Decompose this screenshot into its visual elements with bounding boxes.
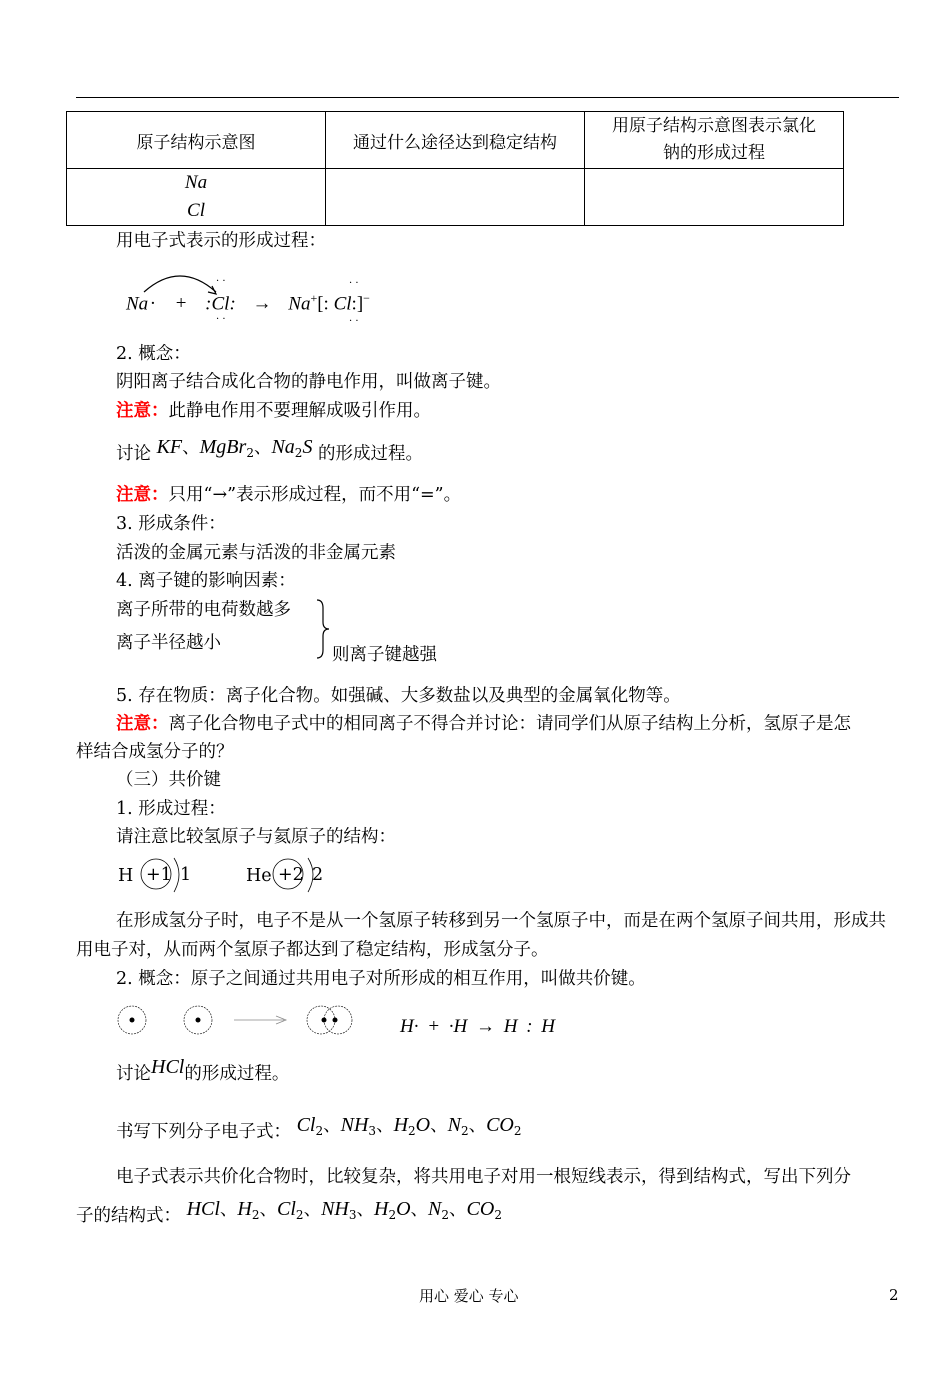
note-label: 注意： — [116, 401, 169, 421]
he-label: He — [246, 866, 272, 886]
formula-cl2: Cl — [277, 1198, 296, 1220]
formula-n2: N — [428, 1198, 442, 1220]
subscript: 2 — [315, 1124, 324, 1138]
subscript: 3 — [348, 1208, 357, 1222]
text-line: 活泼的金属元素与活泼的非金属元素 — [116, 543, 396, 563]
subscript: 2 — [513, 1124, 522, 1138]
header3-line2: 钠的形成过程 — [663, 143, 765, 163]
note-text: 此静电作用不要理解成吸引作用。 — [168, 401, 431, 421]
section-4-title: 4. 离子键的影响因素： — [116, 571, 296, 591]
formula-co2: CO — [486, 1114, 514, 1136]
section-2-title: 2. 概念： — [116, 344, 191, 364]
structural-formula-task — [76, 1194, 502, 1230]
table-cell-elements — [67, 169, 326, 226]
separator: 、 — [356, 1200, 374, 1220]
na-ion: Na — [288, 293, 311, 315]
h-shell-electrons: 1 — [180, 865, 192, 885]
subscript: 2 — [246, 446, 254, 460]
cl-symbol: Cl — [211, 293, 230, 315]
formula-o: O — [396, 1198, 411, 1220]
factor-1: 离子所带的电荷数越多 — [116, 600, 291, 620]
h2-sharing-diagram-icon — [116, 1004, 366, 1040]
table-header-cell — [585, 112, 844, 169]
formula-s: S — [302, 436, 313, 458]
formula-h2o: H — [393, 1114, 409, 1136]
brace-icon — [313, 598, 333, 660]
factor-result: 则离子键越强 — [332, 645, 437, 665]
section-5-title: 5. 存在物质：离子化合物。如强碱、大多数盐以及典型的金属氧化物等。 — [116, 686, 681, 706]
na-charge: + — [310, 291, 318, 305]
na-symbol: Na — [126, 293, 149, 315]
nacl-formula: Na · + :Cl: → Na+[: Cl:]− — [126, 291, 370, 315]
separator: 、 — [219, 1200, 238, 1220]
formula-h2o: H — [374, 1198, 389, 1220]
discuss-line — [116, 432, 423, 468]
subscript: 3 — [368, 1124, 377, 1138]
element-cl: Cl — [187, 200, 205, 221]
task-label: 子的结构式： — [76, 1206, 181, 1226]
text-line: 请注意比较氢原子与氦原子的结构： — [116, 827, 396, 847]
formula-nh3: NH — [340, 1114, 369, 1136]
separator: 、 — [253, 438, 272, 458]
text-line: 阴阳离子结合成化合物的静电作用，叫做离子键。 — [116, 372, 501, 392]
note-text: ”表示形成过程，而不用“=”。 — [227, 485, 462, 505]
formula-n2: N — [447, 1114, 461, 1136]
separator: 、 — [303, 1200, 322, 1220]
svg-text:· ·: · · — [349, 278, 359, 289]
note-line — [116, 713, 851, 735]
svg-text:· ·: · · — [216, 276, 226, 287]
he-shell-electrons: 2 — [312, 865, 324, 885]
h2-electron-equation: H· + ·H → H : H — [400, 1016, 556, 1037]
note-continuation: 样结合成氢分子的？ — [76, 742, 234, 762]
text-line: 用电子式表示的形成过程： — [116, 231, 326, 251]
section-3-title: 3. 形成条件： — [116, 514, 226, 534]
formula-hcl: HCl — [186, 1198, 220, 1220]
discuss-suffix: 的形成过程。 — [318, 444, 424, 464]
covalent-concept: 2. 概念：原子之间通过共用电子对所形成的相互作用，叫做共价键。 — [116, 969, 646, 989]
subscript: 2 — [294, 446, 303, 460]
separator: 、 — [323, 1116, 341, 1136]
electron-dots-icon — [347, 278, 377, 327]
separator: 、 — [259, 1200, 278, 1220]
subscript: 2 — [408, 1124, 416, 1138]
subscript: 2 — [295, 1208, 304, 1222]
element-na: Na — [184, 172, 208, 193]
separator: 、 — [182, 438, 200, 458]
subscript: 2 — [388, 1208, 397, 1222]
electron-formula-task — [116, 1110, 522, 1146]
discuss-line — [116, 1052, 289, 1083]
formula-cl2: Cl — [296, 1114, 316, 1136]
arrow-icon: → — [252, 293, 272, 315]
note-text: 离子化合物电子式中的相同离子不得合并讨论：请同学们从原子结构上分析，氢原子是怎 — [168, 714, 851, 734]
discuss-suffix: 的形成过程。 — [184, 1064, 290, 1084]
separator: 、 — [410, 1200, 429, 1220]
formula-h2: H — [237, 1198, 252, 1220]
separator: 、 — [430, 1116, 448, 1136]
svg-text:· ·: · · — [216, 314, 226, 325]
page-number: 2 — [889, 1286, 899, 1304]
formula-o: O — [415, 1114, 431, 1136]
header3-line1: 用原子结构示意图表示氯化 — [612, 116, 816, 136]
paragraph: 在形成氢分子时，电子不是从一个氢原子转移到另一个氢原子中，而是在两个氢原子间共用，形成共用电子对，从而两个氢原子都达到了稳定结构，形成氢分子。 — [76, 911, 886, 960]
formula-kf: KF — [156, 436, 183, 458]
h-label: H — [118, 866, 134, 886]
discuss-label: 讨论 — [116, 444, 151, 464]
subsection-title: （三）共价键 — [116, 770, 221, 790]
subscript: 2 — [494, 1208, 502, 1222]
electron-transfer-arc-icon — [140, 270, 240, 330]
formula-hcl: HCl — [151, 1056, 185, 1078]
plus-sign: + — [175, 293, 187, 315]
factor-2: 离子半径越小 — [116, 633, 221, 653]
svg-text:· ·: · · — [349, 316, 359, 327]
note-line — [116, 484, 461, 506]
subscript: 2 — [441, 1208, 450, 1222]
footer-motto: 用心 爱心 专心 — [419, 1287, 519, 1305]
note-line — [116, 400, 431, 422]
formula-nh3: NH — [321, 1198, 349, 1220]
separator: 、 — [376, 1116, 394, 1136]
subsection-1-title: 1. 形成过程： — [116, 799, 226, 819]
note-text: 只用“ — [168, 485, 213, 505]
subscript: 2 — [460, 1124, 469, 1138]
he-nucleus-charge: +2 — [278, 865, 304, 885]
subscript: 2 — [251, 1208, 260, 1222]
header-rule — [76, 97, 899, 98]
task-label: 书写下列分子电子式： — [116, 1122, 291, 1142]
atom-structure-table — [66, 111, 844, 226]
cl-ion: Cl — [333, 293, 352, 315]
discuss-label: 讨论 — [116, 1064, 151, 1084]
note-label: 注意： — [116, 485, 169, 505]
formula-co2: CO — [466, 1198, 495, 1220]
table-header-cell: 通过什么途径达到稳定结构 — [326, 112, 585, 169]
formula-na2s: Na — [271, 436, 295, 458]
table-header-cell: 原子结构示意图 — [67, 112, 326, 169]
cl-charge: − — [363, 291, 370, 305]
formula-mgbr: MgBr — [199, 436, 247, 458]
table-cell-empty — [585, 169, 844, 226]
separator: 、 — [468, 1116, 487, 1136]
separator: 、 — [449, 1200, 467, 1220]
table-cell-empty — [326, 169, 585, 226]
paragraph-line1: 电子式表示共价化合物时，比较复杂，将共用电子对用一根短线表示，得到结构式，写出下列分 — [116, 1167, 851, 1187]
h-nucleus-charge: +1 — [146, 865, 172, 885]
arrow-icon: → — [212, 485, 228, 505]
note-label: 注意： — [116, 714, 169, 734]
